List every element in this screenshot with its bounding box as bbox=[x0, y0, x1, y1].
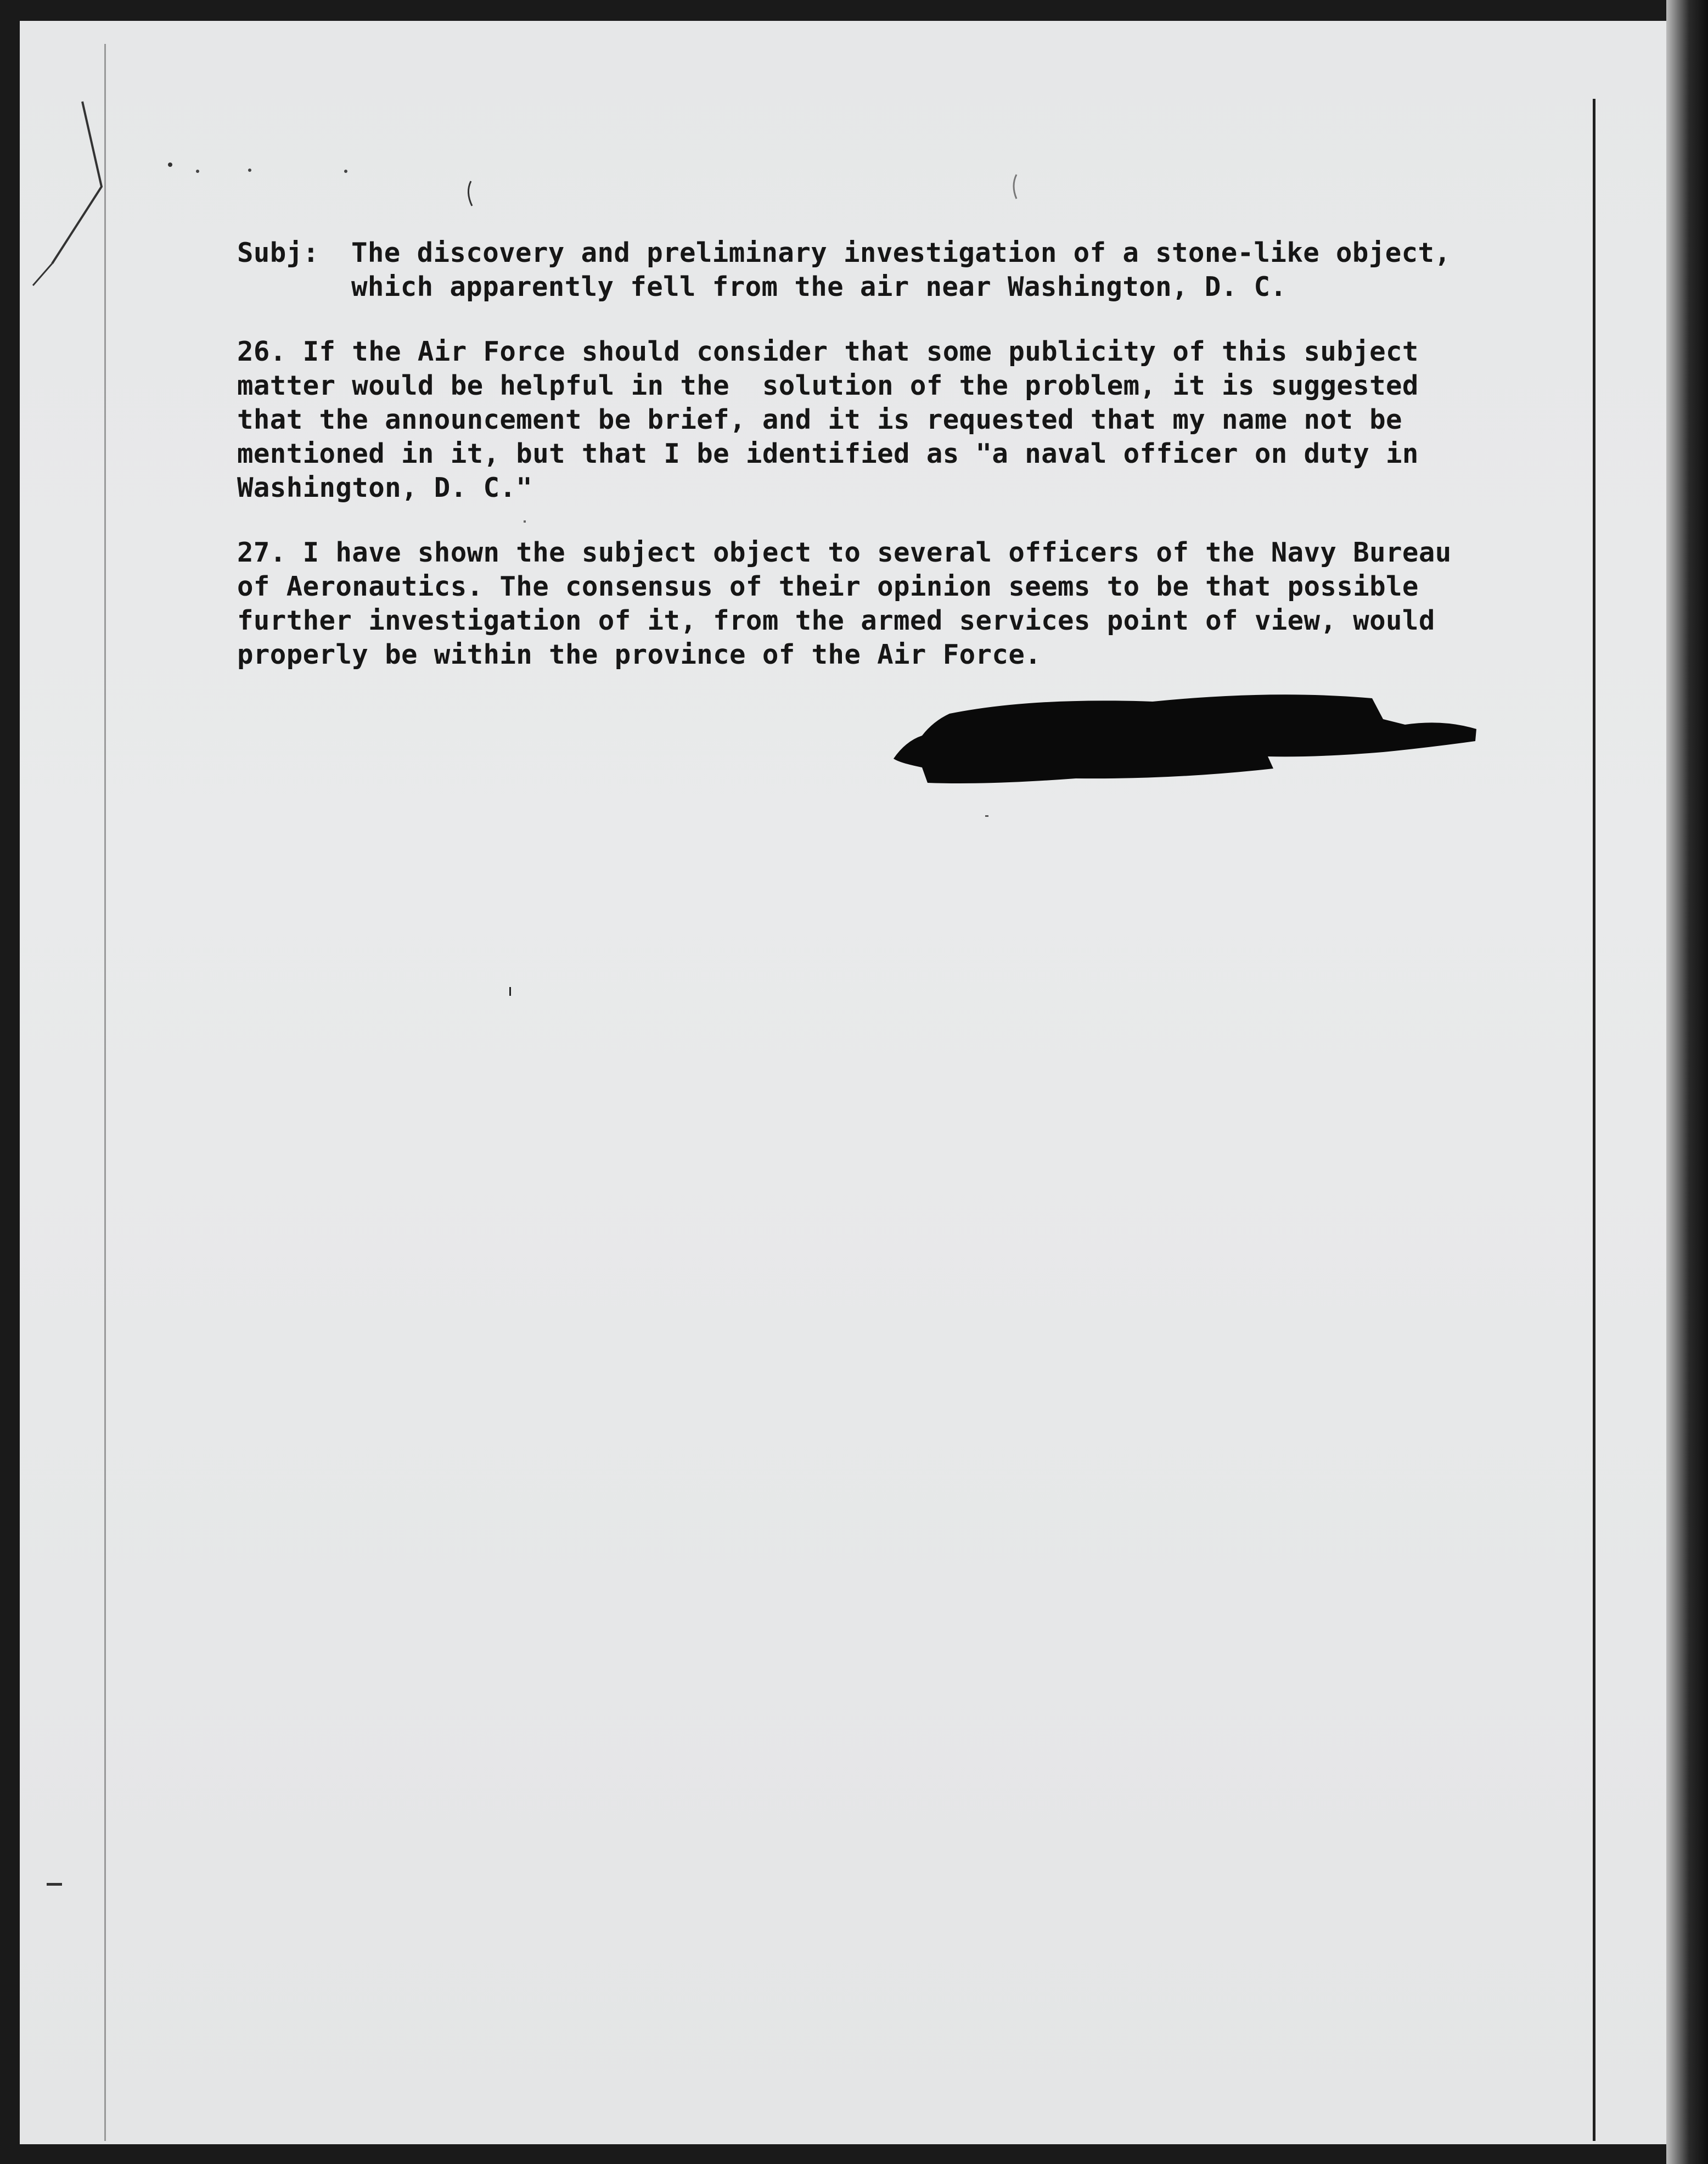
paragraph-26-line-2: matter would be helpful in the solution of the problem, it is suggested bbox=[237, 370, 1419, 401]
paragraph-26-line-3: that the announcement be brief, and it is requested that my name not be bbox=[237, 404, 1402, 435]
paragraph-26-line-5: Washington, D. C." bbox=[237, 472, 533, 503]
paragraph-26-line-4: mentioned in it, but that I be identified as "a naval officer on duty in bbox=[237, 438, 1419, 469]
scan-edge bbox=[1666, 0, 1708, 2164]
left-margin-line bbox=[104, 44, 106, 2141]
subject-line-1: The discovery and preliminary investigation of a stone-like object, bbox=[351, 237, 1451, 268]
subject-label: Subj: bbox=[237, 237, 319, 268]
stray-mark bbox=[509, 987, 511, 996]
paragraph-27-line-4: properly be within the province of the Air Force. bbox=[237, 639, 1042, 670]
paragraph-27-line-1: 27. I have shown the subject object to several officers of the Navy Bureau bbox=[237, 537, 1452, 568]
redaction-mark bbox=[889, 686, 1476, 796]
paragraph-27-line-2: of Aeronautics. The consensus of their opinion seems to be that possible bbox=[237, 571, 1419, 602]
subject-line-2: which apparently fell from the air near Washington, D. C. bbox=[351, 271, 1287, 302]
paragraph-26-line-1: 26. If the Air Force should consider that some publicity of this subject bbox=[237, 336, 1419, 367]
paragraph-27-line-3: further investigation of it, from the armed services point of view, would bbox=[237, 605, 1435, 636]
stray-mark bbox=[524, 520, 526, 523]
stray-mark bbox=[985, 815, 988, 817]
right-margin-line bbox=[1593, 99, 1595, 2141]
